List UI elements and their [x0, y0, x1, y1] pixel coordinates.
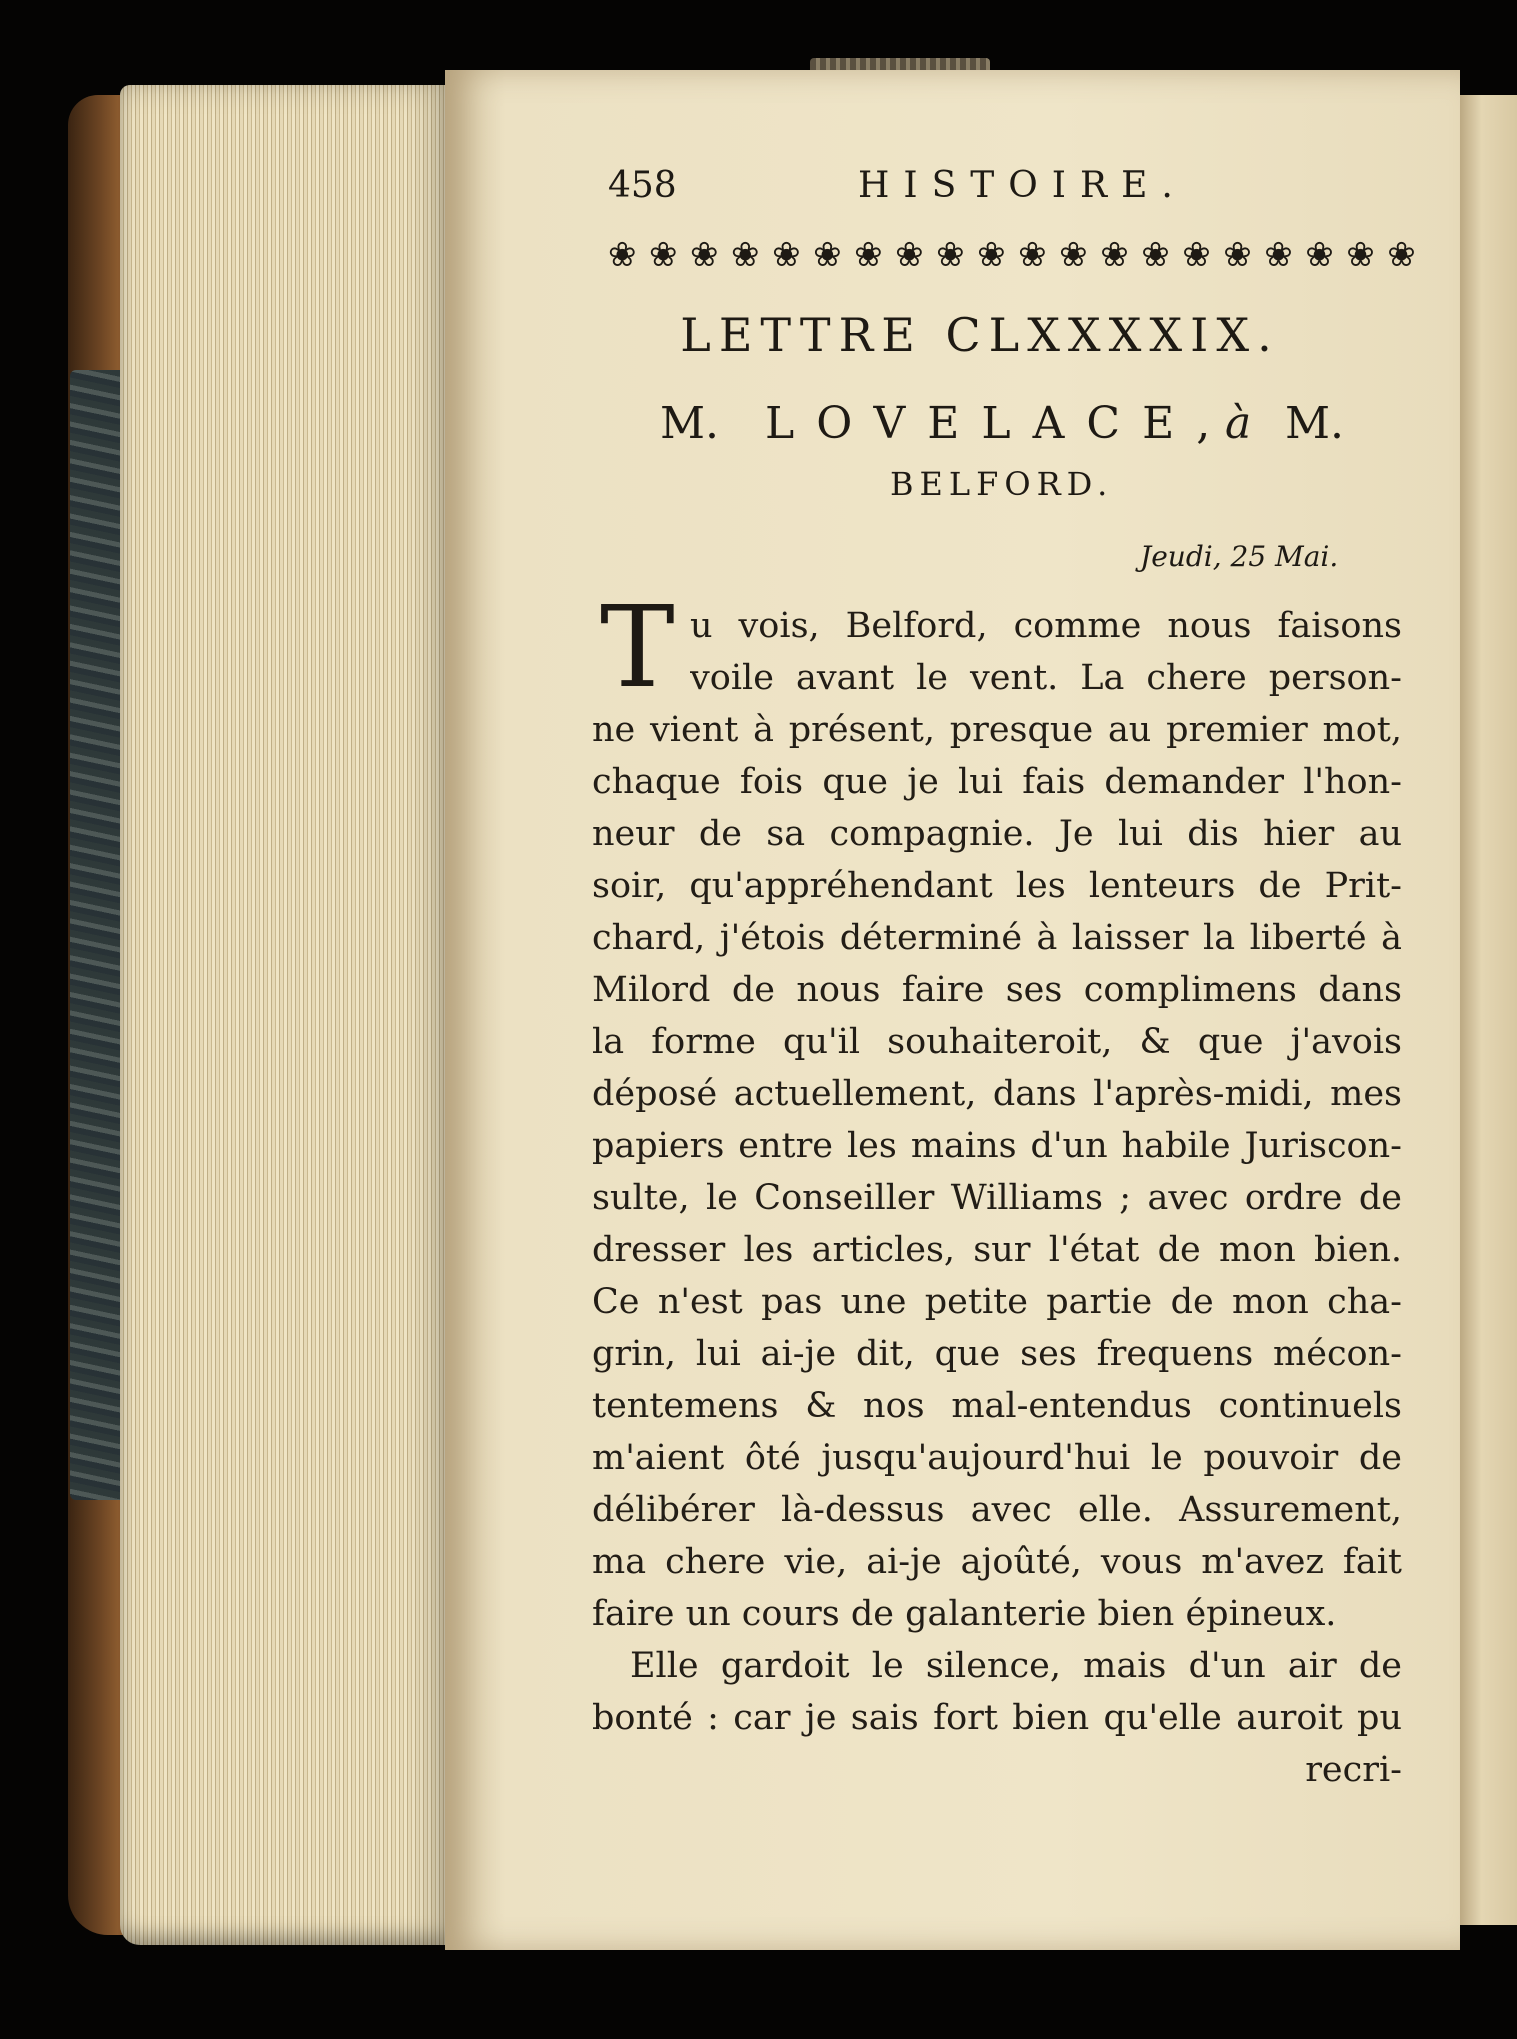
letter-body	[592, 583, 1402, 1796]
ornament-glyph: ❀	[1387, 235, 1416, 275]
ornament-glyph: ❀	[813, 235, 842, 275]
text-line: papiers entre les mains d'un habile Juriscon-	[592, 1126, 1402, 1166]
sender-name: LOVELACE,	[765, 398, 1233, 449]
text-line: bonté : car je sais fort bien qu'elle auroit pu	[592, 1698, 1402, 1738]
text-line: chard, j'étois déterminé à laisser la liberté à	[592, 918, 1402, 958]
text-line: faire un cours de galanterie bien épineux.	[592, 1594, 1337, 1634]
text-line: Ce n'est pas une petite partie de mon cha-	[592, 1282, 1402, 1322]
running-header	[608, 165, 1228, 215]
text-line: Elle gardoit le silence, mais d'un air de	[630, 1646, 1402, 1686]
sender-prefix: M.	[660, 398, 720, 449]
facing-page-edge	[1458, 95, 1517, 1925]
recipient-name: BELFORD.	[890, 465, 1114, 503]
text-line: chaque fois que je lui fais demander l'hon-	[592, 762, 1402, 802]
preposition: à	[1225, 398, 1252, 449]
text-line: grin, lui ai-je dit, que ses frequens mécon-	[592, 1334, 1402, 1374]
text-line: neur de sa compagnie. Je lui dis hier au	[592, 814, 1402, 854]
text-line: u vois, Belford, comme nous faisons	[690, 606, 1402, 646]
ornament-glyph: ❀	[1305, 235, 1334, 275]
ornament-glyph: ❀	[895, 235, 924, 275]
ornament-glyph: ❀	[977, 235, 1006, 275]
text-line: ne vient à présent, presque au premier mot,	[592, 710, 1402, 750]
letter-addressee	[660, 398, 1350, 458]
recipient-prefix: M.	[1285, 398, 1345, 449]
ornament-glyph: ❀	[1059, 235, 1088, 275]
text-line: la forme qu'il souhaiteroit, & que j'avois	[592, 1022, 1402, 1062]
ornament-glyph: ❀	[772, 235, 801, 275]
ornament-glyph: ❀	[1346, 235, 1375, 275]
text-line: délibérer là-dessus avec elle. Assurement,	[592, 1490, 1402, 1530]
text-line: ma chere vie, ai-je ajoûté, vous m'avez fait	[592, 1542, 1402, 1582]
text-line: m'aient ôté jusqu'aujourd'hui le pouvoir de	[592, 1438, 1402, 1478]
text-line: soir, qu'appréhendant les lenteurs de Prit-	[592, 866, 1402, 906]
ornament-glyph: ❀	[1264, 235, 1293, 275]
text-line: déposé actuellement, dans l'après-midi, mes	[592, 1074, 1402, 1114]
ornament-glyph: ❀	[731, 235, 760, 275]
ornament-glyph: ❀	[1182, 235, 1211, 275]
text-line: dresser les articles, sur l'état de mon bien.	[592, 1230, 1402, 1270]
text-line: sulte, le Conseiller Williams ; avec ordre de	[592, 1178, 1402, 1218]
running-title: HISTOIRE.	[858, 165, 1187, 206]
ornament-glyph: ❀	[1141, 235, 1170, 275]
letter-title: LETTRE CLXXXXIX.	[680, 308, 1280, 362]
ornament-glyph: ❀	[1223, 235, 1252, 275]
ornament-glyph: ❀	[608, 235, 637, 275]
letter-date: Jeudi, 25 Mai.	[1140, 540, 1339, 573]
catchword: recri-	[1305, 1750, 1402, 1790]
ornament-band	[608, 232, 1416, 278]
text-line: tentemens & nos mal-entendus continuels	[592, 1386, 1402, 1426]
ornament-glyph: ❀	[936, 235, 965, 275]
ornament-glyph: ❀	[690, 235, 719, 275]
ornament-glyph: ❀	[854, 235, 883, 275]
page-number: 458	[608, 165, 677, 206]
page-edges	[120, 85, 450, 1945]
ornament-glyph: ❀	[649, 235, 678, 275]
text-line: voile avant le vent. La chere person-	[690, 658, 1402, 698]
text-line: Milord de nous faire ses complimens dans	[592, 970, 1402, 1010]
drop-cap: T	[600, 583, 675, 713]
ornament-glyph: ❀	[1018, 235, 1047, 275]
ornament-glyph: ❀	[1100, 235, 1129, 275]
